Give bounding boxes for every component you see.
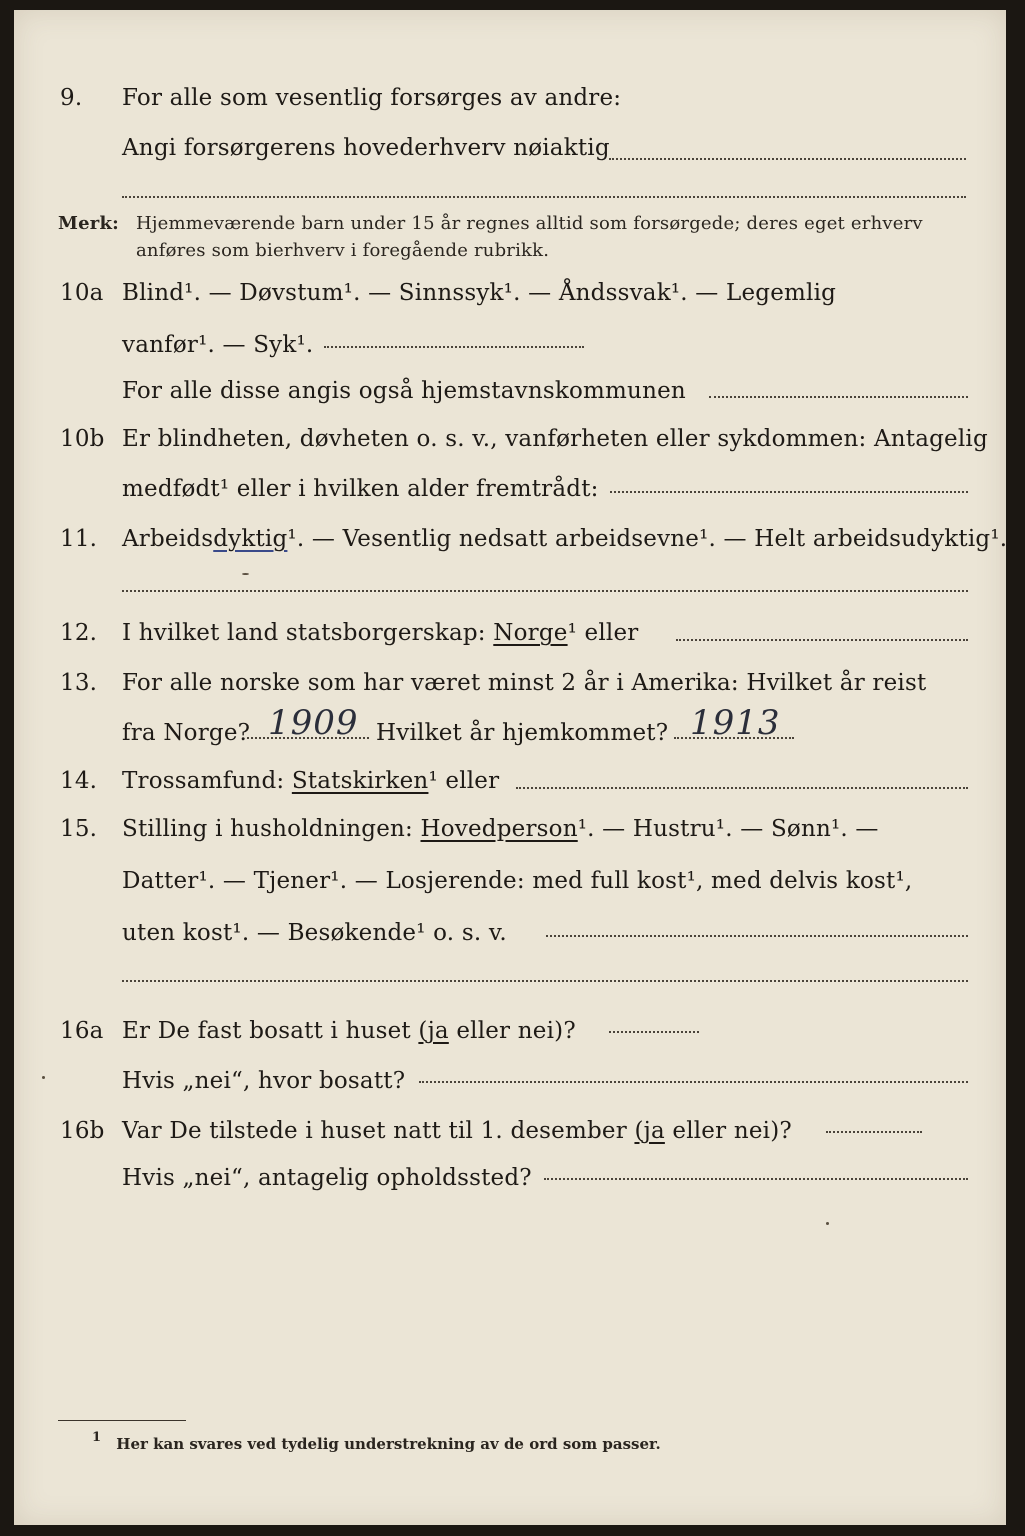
q10b-number: 10b [60, 426, 105, 452]
q16a-text-1 [122, 1018, 576, 1044]
q10b-text-2: medfødt¹ eller i hvilken alder fremtrådt: [122, 476, 599, 502]
q11-dotted-line [122, 590, 968, 592]
q16b-text-1 [122, 1118, 792, 1144]
merk-label: Merk: [58, 213, 119, 234]
q13-handwritten-year-left: 1909 [268, 703, 359, 743]
pen-mark [242, 573, 249, 575]
q13-handwritten-year-return: 1913 [690, 703, 781, 743]
q14-text-selected: Statskirken [291, 768, 429, 794]
q16a-text-a: Er De fast bosatt i huset [122, 1018, 419, 1044]
q10a-text-1: Blind¹. — Døvstum¹. — Sinnssyk¹. — Åndssvak¹. — Legemlig [122, 280, 837, 306]
q9-line2 [14, 135, 1006, 175]
q10a-line2 [14, 332, 1006, 372]
merk-line2 [14, 240, 1006, 280]
q11-number: 11. [60, 526, 98, 552]
q10b-text-1: Er blindheten, døvheten o. s. v., vanførheten eller sykdommen: Antagelig [122, 426, 988, 452]
q10a-text-2: vanfør¹. — Syk¹. [122, 332, 314, 358]
q15-line2 [14, 868, 1006, 908]
q14-number: 14. [60, 768, 98, 794]
q15-number: 15. [60, 816, 98, 842]
paper-speck [42, 1076, 45, 1079]
q15-text-2: Datter¹. — Tjener¹. — Losjerende: med full kost¹, med delvis kost¹, [122, 868, 913, 894]
q16a-text-c: eller nei)? [448, 1018, 576, 1044]
q12-text [122, 620, 638, 646]
q15-text-a: Stilling i husholdningen: [122, 816, 421, 842]
q13-text-2b: Hvilket år hjemkommet? [376, 720, 669, 746]
q16b-line2 [14, 1165, 1006, 1205]
paper-speck [826, 1222, 829, 1225]
q9-text-1: For alle som vesentlig forsørges av andre: [122, 85, 622, 111]
merk-text-2: anføres som bierhverv i foregående rubrikk. [136, 240, 550, 261]
q13-number: 13. [60, 670, 98, 696]
q13-text-1: For alle norske som har været minst 2 år i Amerika: Hvilket år reist [122, 670, 927, 696]
q15-text-1 [122, 816, 879, 842]
q16a-residence-dotted-line [419, 1081, 968, 1083]
q11-line1 [14, 526, 1006, 566]
q13-line1 [14, 670, 1006, 710]
q9-text-2: Angi forsørgerens hovederhverv nøiaktig [122, 135, 610, 161]
footnote-text: Her kan svares ved tydelig understrekning av de ord som passer. [116, 1435, 661, 1453]
q10b-line2 [14, 476, 1006, 516]
q10a-line3 [14, 378, 1006, 418]
q10a-number: 10a [60, 280, 104, 306]
q16b-number: 16b [60, 1118, 105, 1144]
q14-text-a: Trossamfund: [122, 768, 292, 794]
q16a-text-selected: (ja [418, 1018, 449, 1044]
q16a-number: 16a [60, 1018, 104, 1044]
q12-answer-dotted-line [676, 639, 968, 641]
q13-line2 [14, 720, 1006, 760]
q9-answer-dotted-line-2 [122, 196, 966, 198]
q15-text-c: ¹. — Hustru¹. — Sønn¹. — [577, 816, 879, 842]
q12-text-selected: Norge [493, 620, 568, 646]
q15-text-3: uten kost¹. — Besøkende¹ o. s. v. [122, 920, 507, 946]
q14-text [122, 768, 499, 794]
q10a-answer-dotted-line [324, 346, 584, 348]
footnote-rule [58, 1420, 186, 1421]
q16b-answer-dotted-line [826, 1131, 922, 1133]
q16a-line1 [14, 1018, 1006, 1058]
q16a-answer-dotted-line [609, 1031, 699, 1033]
q12-number: 12. [60, 620, 98, 646]
q11-text-c: ¹. — Vesentlig nedsatt arbeidsevne¹. — Helt arbeidsudyktig¹. [287, 526, 1008, 552]
footnote [92, 1430, 661, 1453]
q12-text-c: ¹ eller [567, 620, 639, 646]
q11-text-a: Arbeids [122, 526, 214, 552]
q16b-line1 [14, 1118, 1006, 1158]
q15-line1 [14, 816, 1006, 856]
q15-answer-dotted-line [546, 935, 968, 937]
q16b-text-selected: (ja [634, 1118, 665, 1144]
q16b-text-2: Hvis „nei“, antagelig opholdssted? [122, 1165, 532, 1191]
q11-text [122, 526, 1007, 552]
q15-answer-dotted-line-2 [122, 980, 968, 982]
q10b-answer-dotted-line [610, 491, 968, 493]
q15-line3 [14, 920, 1006, 960]
q16a-line2 [14, 1068, 1006, 1108]
q10b-line1 [14, 426, 1006, 466]
merk-text-1: Hjemmeværende barn under 15 år regnes alltid som forsørgede; deres eget erhverv [136, 213, 923, 234]
q16b-text-a: Var De tilstede i huset natt til 1. desember [122, 1118, 635, 1144]
q9-answer-dotted-line [609, 158, 966, 160]
q9-number: 9. [60, 85, 83, 111]
q16b-text-c: eller nei)? [664, 1118, 792, 1144]
q10a-line1 [14, 280, 1006, 320]
q16a-text-2: Hvis „nei“, hvor bosatt? [122, 1068, 406, 1094]
q14-text-c: ¹ eller [428, 768, 500, 794]
q12-text-a: I hvilket land statsborgerskap: [122, 620, 494, 646]
footnote-mark: 1 [92, 1430, 102, 1445]
q9-line1 [14, 85, 1006, 125]
q16b-place-dotted-line [544, 1178, 968, 1180]
q10a-text-3: For alle disse angis også hjemstavnskommunen [122, 378, 686, 404]
q13-text-2a: fra Norge? [122, 720, 251, 746]
q11-text-selected: dyktig [213, 526, 288, 552]
census-form-page [14, 10, 1006, 1525]
q10a-home-dotted-line [709, 396, 968, 398]
q15-text-selected: Hovedperson [420, 816, 578, 842]
q14-answer-dotted-line [516, 787, 968, 789]
